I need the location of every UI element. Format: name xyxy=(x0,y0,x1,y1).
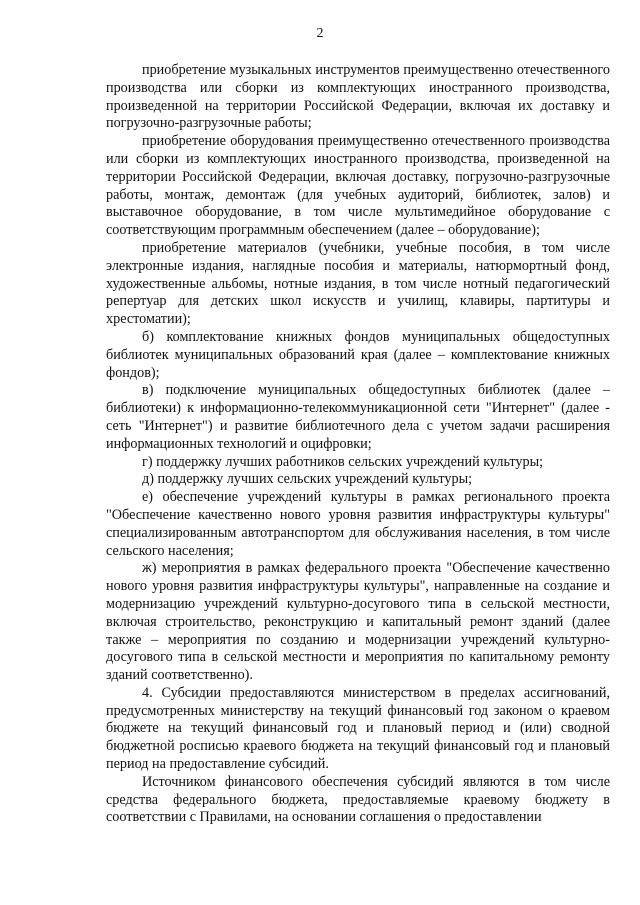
paragraph-item-v: в) подключение муниципальных общедоступных библиотек (далее – библиотеки) к информационно-телекоммуникационной сети "Интернет" (далее - сеть "Интернет") и развитие библиотечного дела с учетом задачи расширения информационных технологий и оцифровки; xyxy=(106,382,610,452)
paragraph-section-4: 4. Субсидии предоставляются министерством в пределах ассигнований, предусмотренных министерству на текущий финансовый год законом о краевом бюджете на текущий финансовый год и плановый период и (или) сводной бюджетной росписью краевого бюджета на текущий финансовый год и плановый период на предоставление субсидий. xyxy=(106,684,610,773)
paragraph-item-e: е) обеспечение учреждений культуры в рамках регионального проекта "Обеспечение качественно нового уровня развития инфраструктуры культуры" специализированным автотранспортом для обслуживания населения, в том числе сельского населения; xyxy=(106,489,610,559)
paragraph-item-zh: ж) мероприятия в рамках федерального проекта "Обеспечение качественно нового уровня развития инфраструктуры культуры", направленные на создание и модернизацию учреждений культурно-досугового типа в сельской местности, включая строительство, реконструкцию и капитальный ремонт зданий (далее также – мероприятия по созданию и модернизации учреждений культурно-досугового типа в сельской местности и мероприятия по капитальному ремонту зданий соответственно). xyxy=(106,560,610,684)
page-number: 2 xyxy=(316,26,324,41)
document-body xyxy=(106,62,610,827)
paragraph-materials: приобретение материалов (учебники, учебные пособия, в том числе электронные издания, наглядные пособия и материалы, натюрмортный фонд, художественные альбомы, нотные издания, в том числе нотный педагогический репертуар для детских школ искусств и училищ, клавиры, партитуры и хрестоматии); xyxy=(106,239,610,328)
paragraph-item-d: д) поддержку лучших сельских учреждений культуры; xyxy=(142,471,473,488)
paragraph-equipment: приобретение оборудования преимущественно отечественного производства или сборки из комплектующих иностранного производства, произведенной на территории Российской Федерации, включая доставку, погрузочно-разгрузочные работы, монтаж, демонтаж (для учебных аудиторий, библиотек, залов) и выставочное оборудование, в том числе мультимедийное оборудование с соответствующим программным обеспечением (далее – оборудование); xyxy=(106,133,610,239)
paragraph-musical-instruments: приобретение музыкальных инструментов преимущественно отечественного производства или сборки из комплектующих иностранного производства, произведенной на территории Российской Федерации, включая их доставку и погрузочно-разгрузочные работы; xyxy=(106,62,610,132)
paragraph-funding-source: Источником финансового обеспечения субсидий являются в том числе средства федерального бюджета, предоставляемые краевому бюджету в соответствии с Правилами, на основании соглашения о предоставлении xyxy=(106,773,610,826)
paragraph-item-g: г) поддержку лучших работников сельских учреждений культуры; xyxy=(142,453,544,470)
paragraph-item-b: б) комплектование книжных фондов муниципальных общедоступных библиотек муниципальных образований края (далее – комплектование книжных фондов); xyxy=(106,328,610,381)
